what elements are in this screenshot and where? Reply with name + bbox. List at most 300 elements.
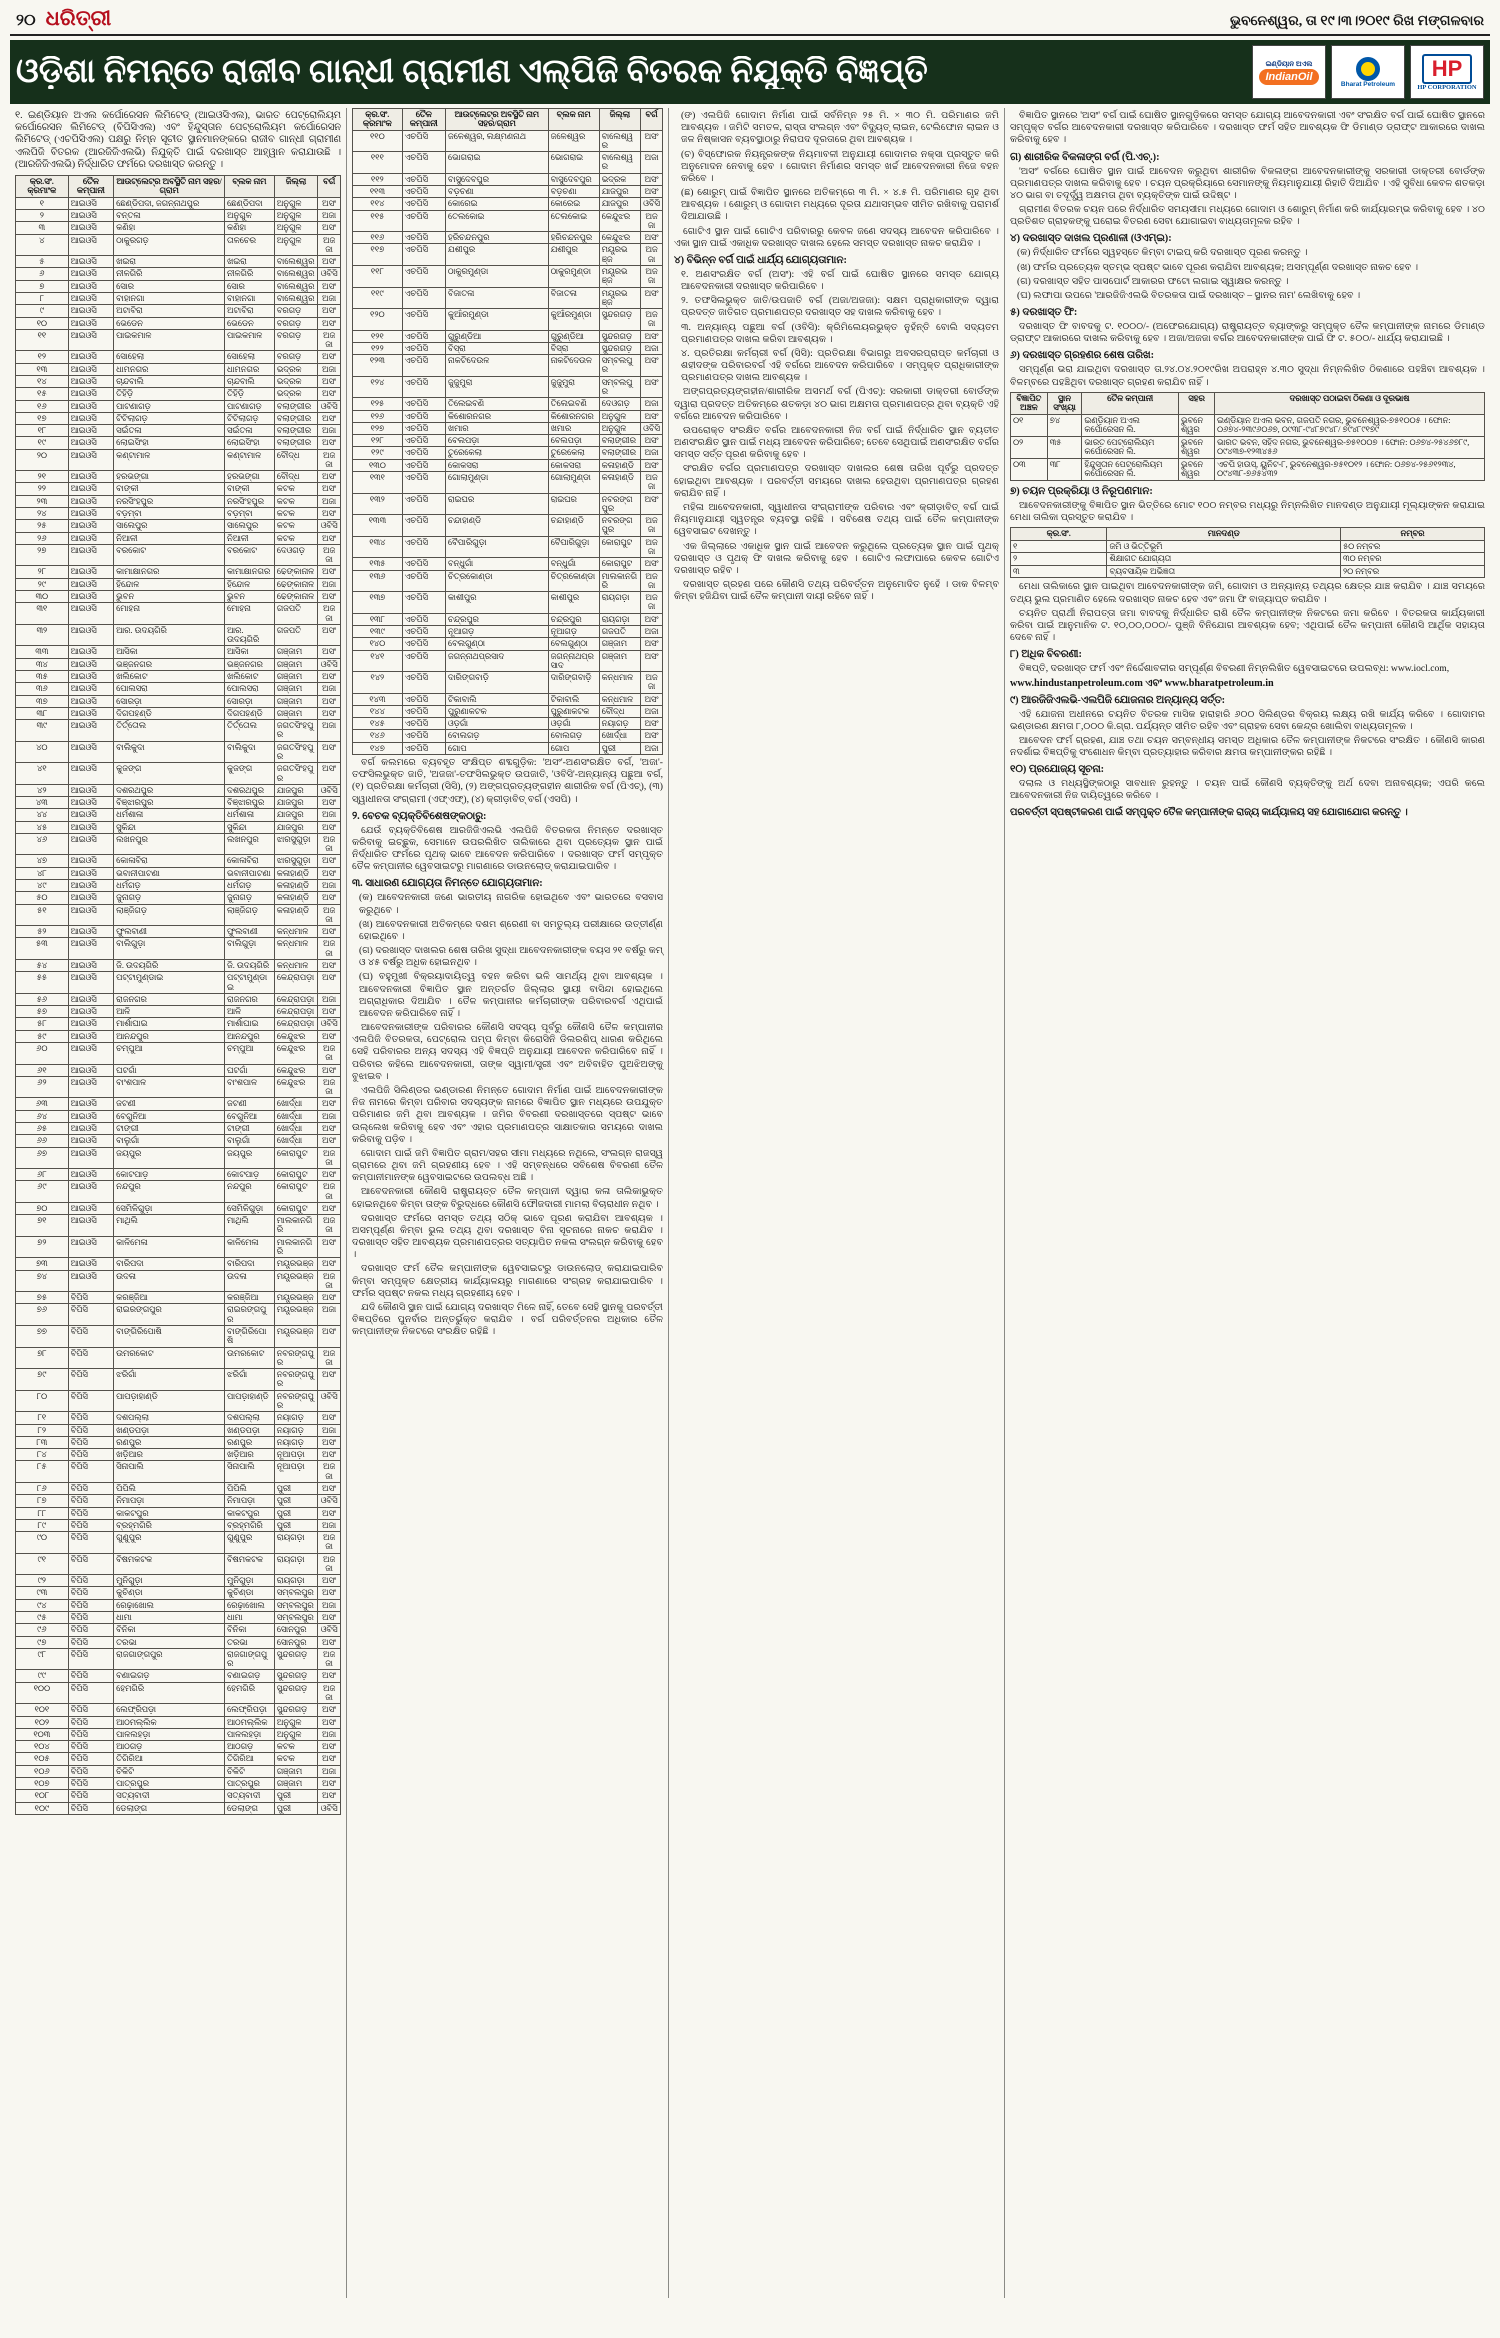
cell-category: ଅସଂ (318, 375, 341, 387)
cell-block: କରଞ୍ଜିଆ (225, 1292, 275, 1304)
cell-category: ଅଜା (318, 683, 341, 695)
cell-location: ବ୍ରହ୍ମଗିରି (114, 1519, 225, 1531)
cell-district: ରାୟଗଡ଼ା (274, 1575, 317, 1587)
cell-location: ଭେଡେନ (114, 317, 225, 329)
cell-serial: ୩୩ (16, 646, 69, 658)
cell-location: ବେଗୁନିଆ (114, 1110, 225, 1122)
cell-category: ଅସଂ (318, 867, 341, 879)
cell-block: ପାତ୍ରପୁର (225, 1777, 275, 1789)
cell-company: ଆଇଓସି (68, 256, 114, 268)
cell-serial: ୬୬ (16, 1135, 69, 1147)
cell-block: ବେଲଗୁଣ୍ଠା (548, 638, 599, 650)
cell-district: ଖୋର୍ଦ୍ଧା (274, 1098, 317, 1110)
cell-serial: ୮୬ (16, 1482, 69, 1494)
text-block: (ଛ) ଶୋରୁମ୍ ପାଇଁ ବିଜ୍ଞାପିତ ସ୍ଥାନରେ ଅତିକମ୍‌ରେ ୩ ମି. × ୪.୫ ମି. ପରିମାଣର ଗୃହ ଥିବା ଆବଶ୍ୟକ । ଶୋରୁମ୍ ଓ ଗୋଦାମ ମଧ୍ୟରେ ଦୂରତା ଯଥାସମ୍ଭବ ସୀମିତ ରଖିବାକୁ ପରାମର୍ଶ ଦିଆଯାଉଛି । (681, 187, 999, 223)
cell-block: ଗୁରୁଣ୍ଡିଆ (548, 330, 599, 342)
cell-serial: ୧୧୯ (353, 287, 403, 309)
text-block: ୩. ସାଧାରଣ ଯୋଗ୍ୟତା ନିମନ୍ତେ ଯୋଗ୍ୟତାମାନ: (352, 878, 543, 890)
table-row (16, 210, 341, 222)
cell-category: ଅସଂ (318, 1098, 341, 1110)
cell-block: ଦଶପଲ୍ଲା (225, 1412, 275, 1424)
cell-serial: ୪୦ (16, 741, 69, 763)
text-block: ବିଜ୍ଞପ୍ତି, ଦରଖାସ୍ତ ଫର୍ମ ଏବଂ ନିର୍ଦ୍ଦେଶାବଳୀର ସମ୍ପୂର୍ଣ୍ଣ ବିବରଣୀ ନିମ୍ନଲିଖିତ ୱେବସାଇଟରେ ଉପଲବ୍ଧ: www.iocl.com, (1019, 663, 1450, 675)
text-block: (ଘ) ଲଫାପା ଉପରେ 'ଆରଜିଜିଏଲଭି ବିତରକତା ପାଇଁ ଦରଖାସ୍ତ – ସ୍ଥାନର ନାମ' ଲେଖିବାକୁ ହେବ । (1017, 289, 1361, 301)
cell-company: ଆଇଓସି (68, 938, 114, 960)
table-row (16, 670, 341, 682)
cell-company: ଏଚପିସି (402, 376, 445, 398)
cell-category: ଅସଂ (318, 388, 341, 400)
cell-category: ଅସଂ (318, 508, 341, 520)
cell-location: କାକଟପୁର (114, 1507, 225, 1519)
cell-category: ଅସଂ (318, 222, 341, 234)
cell-location: ଘଟଗାଁ (114, 1064, 225, 1076)
cell-serial: ୩୬ (16, 683, 69, 695)
table-row (353, 613, 663, 625)
table-row (16, 646, 341, 658)
cell-block: ଦାରିଙ୍ଗବାଡ଼ି (548, 672, 599, 694)
text-block: (ଖ) ଆବେଦନକାରୀ ଅତିକମ୍‌ରେ ଦଶମ ଶ୍ରେଣୀ ବା ସମତୁଲ୍ୟ ପରୀକ୍ଷାରେ ଉତ୍ତୀର୍ଣ୍ଣ ହୋଇଥିବେ । (359, 918, 663, 942)
cell-district: ବୌଦ୍ଧ (599, 705, 640, 717)
cell-category: ଅସଂ (318, 1369, 341, 1391)
cell-district: ଖୋର୍ଦ୍ଧା (274, 1135, 317, 1147)
cell-company: ଏଚପିସି (402, 718, 445, 730)
table-row (16, 1064, 341, 1076)
cell-district: ବୌଦ୍ଧ (274, 471, 317, 483)
cell-location: ବାଲୁଗାଁ (114, 1135, 225, 1147)
cell-category: ଅଜଜା (641, 244, 663, 266)
cell-district: ସୁନ୍ଦରଗଡ଼ (274, 1704, 317, 1716)
cell-category: ଓବିସି (318, 400, 341, 412)
cell-district: ଦେଓଗଡ଼ (274, 544, 317, 566)
text-block: ଗୋଦାମ ପାଇଁ ଜମି ବିଜ୍ଞାପିତ ଗ୍ରାମ/ସହର ସୀମା ମଧ୍ୟରେ ନଥିଲେ, ସଂଲଗ୍ନ ରାଜସ୍ୱ ଗ୍ରାମରେ ଥିବା ଜମି ଗ୍ରହଣୀୟ ହେବ । ଏହି ସମ୍ବନ୍ଧରେ ସବିଶେଷ ବିବରଣୀ ତୈଳ କମ୍ପାନୀମାନଙ୍କ ୱେବସାଇଟରେ ଉପଲବ୍ଧ ଅଛି । (352, 1147, 663, 1184)
cell-block: ବିଜାତଳା (548, 287, 599, 309)
cell-serial: ୧୨୧ (353, 330, 403, 342)
cell-serial: ୮୦ (16, 1390, 69, 1412)
text-block: ଗୋଟିଏ ସ୍ଥାନ ପାଇଁ ଗୋଟିଏ ପରିବାରରୁ କେବଳ ଜଣେ ସଦସ୍ୟ ଆବେଦନ କରିପାରିବେ । ଏକା ସ୍ଥାନ ପାଇଁ ଏକାଧିକ ଦରଖାସ୍ତ ଦାଖଲ ହେଲେ ସମସ୍ତ ଦରଖାସ୍ତ ନାକଚ କରାଯିବ । (674, 225, 999, 249)
cell-district: ଗଜପତି (274, 603, 317, 625)
cell-category: ଅସଂ (318, 437, 341, 449)
cell-block: ଟିକାବାଲି (548, 693, 599, 705)
table-row (16, 1006, 341, 1018)
cell-block: ବାଙ୍ଗିରିପୋଷି (225, 1326, 275, 1348)
cell-category: ଅସଂ (318, 1135, 341, 1147)
cell-block: ଡେଲାଙ୍ଗ (225, 1802, 275, 1814)
table-row (16, 1042, 341, 1064)
cell-company: ଏଚପିସି (402, 309, 445, 331)
table-row (16, 904, 341, 926)
cell-category: ଅସଂ (318, 1064, 341, 1076)
cell-serial: ୫୯ (16, 1030, 69, 1042)
cell-category: ଅଜା (318, 363, 341, 375)
cell-block: ଫୁଲବାଣୀ (225, 926, 275, 938)
cell-block: ବନ୍ଧୁଗାଁ (548, 558, 599, 570)
cell-marks: ୫୦ ନମ୍ବର (1340, 540, 1484, 553)
table-row (353, 355, 663, 377)
cell-location: ଗୋପ (445, 742, 548, 754)
table-row (353, 459, 663, 471)
cell-location: ଅଟାବିରା (114, 305, 225, 317)
cell-company: ଏଚପିସି (402, 693, 445, 705)
cell-location: ଯଶୀପୁର (445, 244, 548, 266)
table-row (16, 375, 341, 387)
cell-block: କୋରେଇ (548, 198, 599, 210)
cell-serial: ୩୧ (16, 603, 69, 625)
cell-serial: ୨୨ (16, 483, 69, 495)
cell-serial: ୪୬ (16, 833, 69, 855)
cell-district: ଖୋର୍ଦ୍ଧା (599, 730, 640, 742)
cell-category: ଅସଂ (318, 821, 341, 833)
table-row (353, 625, 663, 637)
cell-category: ଅଜା (641, 342, 663, 354)
cell-location: ନାକଟିଦେଉଳ (445, 355, 548, 377)
cell-category: ଅଜଜା (641, 592, 663, 614)
cell-serial: ୧୧୪ (353, 198, 403, 210)
cell-category: ଅସଂ (641, 493, 663, 515)
cell-block: ବିଷମକଟକ (225, 1553, 275, 1575)
cell-serial: ୬୦ (16, 1042, 69, 1064)
cell-location: ବେଲପଡ଼ା (445, 435, 548, 447)
cell-location: ଉଦଳା (114, 1270, 225, 1292)
cell-company: ବିପିସି (68, 1412, 114, 1424)
cell-block: ଗୋପ (548, 742, 599, 754)
cell-location: ରାଜନଗର (114, 993, 225, 1005)
cell-category: ଅଜଜା (318, 1147, 341, 1169)
cell-company: ଆଇଓସି (68, 425, 114, 437)
cell-district: ରାୟଗଡ଼ା (599, 592, 640, 614)
table-row (353, 410, 663, 422)
cell-block: ତିହିଡ଼ି (225, 388, 275, 400)
cell-category: ଅସଂ (318, 741, 341, 763)
table-row (1011, 458, 1485, 480)
cell-location: କୁଜଙ୍ଗ (114, 763, 225, 785)
cell-block: ନରସିଂହପୁର (225, 495, 275, 507)
cell-serial: ୬୪ (16, 1110, 69, 1122)
table-row (353, 210, 663, 232)
cell-location: ଚନ୍ଦାହାଣ୍ଡି (445, 515, 548, 537)
table-row (353, 185, 663, 197)
table-row (16, 351, 341, 363)
text-block: (ଗ) ଦରଖାସ୍ତ ଦାଖଲର ଶେଷ ତାରିଖ ସୁଦ୍ଧା ଆବେଦନକାରୀଙ୍କ ବୟସ ୨୧ ବର୍ଷରୁ କମ୍ ଓ ୪୫ ବର୍ଷରୁ ଅଧିକ ହୋଇନଥିବ । (359, 945, 663, 969)
cell-district: କଳାହାଣ୍ଡି (599, 472, 640, 494)
cell-company: ଆଇଓସି (68, 351, 114, 363)
text-block: ଏଲପିଜି ସିଲିଣ୍ଡର ଭଣ୍ଡାରଣ ନିମନ୍ତେ ଗୋଦାମ ନିର୍ମାଣ ପାଇଁ ଆବେଦନକାରୀଙ୍କ ନିଜ ନାମରେ କିମ୍ବା ପରିବାର ସଦସ୍ୟଙ୍କ ନାମରେ ବିଜ୍ଞାପିତ ସ୍ଥାନ ମଧ୍ୟରେ ଉପଯୁକ୍ତ ପରିମାଣର ଜମି ଥିବା ଆବଶ୍ୟକ । ଜମିର ବିବରଣୀ ଦରଖାସ୍ତରେ ସ୍ପଷ୍ଟ ଭାବେ ଉଲ୍ଲେଖ କରିବାକୁ ହେବ ଏବଂ ଏହାର ପ୍ରମାଣପତ୍ର ସାକ୍ଷାତକାର ସମୟରେ ଦାଖଲ କରିବାକୁ ପଡ଼ିବ । (352, 1084, 663, 1145)
cell-serial: ୧୧୭ (353, 244, 403, 266)
cell-category: ଅସଂ (641, 718, 663, 730)
topbar-left (16, 6, 111, 31)
cell-location: କିଶୋରନଗର (445, 410, 548, 422)
table-row (353, 152, 663, 174)
cell-serial: ୨୪ (16, 508, 69, 520)
cell-company: ଆଇଓସି (68, 797, 114, 809)
cell-category: ଅସଂ (318, 670, 341, 682)
table-row (353, 493, 663, 515)
cell-location: ସୋହେଲା (114, 351, 225, 363)
cell-district: ମୟୂରଭଞ୍ଜ (274, 1270, 317, 1292)
cell-block: ଅଟାବିରା (225, 305, 275, 317)
cell-company: ବିପିସି (68, 1482, 114, 1494)
cell-block: ଆଠଗଡ଼ (225, 1741, 275, 1753)
hp-wordmark: HP CORPORATION (1417, 83, 1477, 91)
cell-category: ଅସଂ (641, 435, 663, 447)
cell-location: ପିପିଲି (114, 1482, 225, 1494)
cell-category: ଓବିସି (318, 1802, 341, 1814)
table-row (353, 447, 663, 459)
cell-location: ରାଜଗାଙ୍ଗପୁର (114, 1648, 225, 1670)
text-block: ୨. ବେଚକ ବ୍ୟକ୍ତିବିଶେଷଙ୍କଠାରୁ: (352, 810, 487, 822)
cell-category: ଅଜା (318, 993, 341, 1005)
cell-category: ଅସଂ (641, 459, 663, 471)
cell-location: ବାହାନଗା (114, 292, 225, 304)
cell-company: ଆଇଓସି (68, 821, 114, 833)
cell-block: ଚିକିଟି (225, 1765, 275, 1777)
cell-block: ଆନନ୍ଦପୁର (225, 1030, 275, 1042)
cell-location: ସତ୍ୟବାଦୀ (114, 1790, 225, 1802)
cell-serial: ୧୪୦ (353, 638, 403, 650)
cell-category: ଅଜା (641, 152, 663, 174)
cell-category: ଅଜା (318, 809, 341, 821)
table-header-cell: ଦରଖାସ୍ତ ପଠାଇବା ଠିକଣା ଓ ଦୂରଭାଷ (1214, 392, 1484, 414)
cell-location-count: ୩୮ (1047, 458, 1082, 480)
cell-district: ନୟାଗଡ଼ (599, 718, 640, 730)
cell-company: ଆଇଓସି (68, 784, 114, 796)
oil-company-logos (1252, 45, 1484, 99)
cell-block: ଟିଟିଲାଗଡ଼ (225, 412, 275, 424)
intro-paragraph: ୧. ଇଣ୍ଡିୟାନ ଅଏଲ କର୍ପୋରେସନ ଲିମିଟେଡ୍ (ଆଇଓସିଏଲ), ଭାରତ ପେଟ୍ରୋଲିୟମ କର୍ପୋରେସନ ଲିମିଟେଡ୍ (ବିପିସିଏଲ) ଏବଂ ହିନ୍ଦୁସ୍ତାନ ପେଟ୍ରୋଲିୟମ କର୍ପୋରେସନ ଲିମିଟେଡ୍ (ଏଚପିସିଏଲ) ପକ୍ଷରୁ ନିମ୍ନ ସୂଚୀତ ସ୍ଥାନମାନଙ୍କରେ ରାଜୀବ ଗାନ୍ଧୀ ଗ୍ରାମୀଣ ଏଲପିଜି ବିତରକ (ଆରଜିଜିଏଲଭି) ନିଯୁକ୍ତି ପାଇଁ ଦରଖାସ୍ତ ଆହ୍ୱାନ କରାଯାଉଛି । (ଆରଜିଜିଏଲଭି) ନିର୍ଦ୍ଧାରିତ ଫର୍ମରେ ଦରଖାସ୍ତ କରନ୍ତୁ । (15, 110, 341, 170)
cell-district: ମାଲକାନଗିରି (274, 1236, 317, 1258)
table-row (16, 280, 341, 292)
table-row (16, 603, 341, 625)
cell-serial: ୫୬ (16, 993, 69, 1005)
table-row (353, 330, 663, 342)
cell-category: ଅସଂ (641, 130, 663, 152)
cell-company: ଆଇଓସି (68, 471, 114, 483)
text-block: ଗ) ଶାରୀରିକ ବିକଳାଙ୍ଗ ବର୍ଗ (ପି.ଏଚ୍.): (1010, 151, 1160, 163)
cell-category: ଅସଂ (318, 646, 341, 658)
table-row (16, 532, 341, 544)
cell-district: ବଲାଙ୍ଗୀର (274, 437, 317, 449)
cell-district: ଗଞ୍ଜାମ (274, 658, 317, 670)
cell-company: ଏଚପିସି (402, 638, 445, 650)
cell-category: ଅସଂ (318, 1612, 341, 1624)
cell-district: ଝାରସୁଗୁଡ଼ା (274, 855, 317, 867)
cell-block: ଧାମା (225, 1612, 275, 1624)
cell-district: ଗଞ୍ଜାମ (274, 646, 317, 658)
cell-serial: ୧୦ (16, 317, 69, 329)
cell-district: ନବରଙ୍ଗପୁର (599, 493, 640, 515)
cell-serial: ୧୪୪ (353, 705, 403, 717)
cell-category: ଅସଂ (318, 1030, 341, 1042)
cell-serial: ୫୭ (16, 1006, 69, 1018)
cell-district: କୋରାପୁଟ (274, 1169, 317, 1181)
cell-serial: ୬୭ (16, 1147, 69, 1169)
cell-company: ଏଚପିସି (402, 342, 445, 354)
cell-category: ଅସଂ (318, 624, 341, 646)
cell-serial: ୧୨୩ (353, 355, 403, 377)
cell-serial: ୭୭ (16, 1326, 69, 1348)
cell-district: ବାଲେଶ୍ୱର (274, 256, 317, 268)
table-row (16, 658, 341, 670)
table-row (16, 741, 341, 763)
cell-location-count: ୩୫ (1047, 436, 1082, 458)
cell-serial: ୪୩ (16, 797, 69, 809)
cell-block: ରାଜନଗର (225, 993, 275, 1005)
table-row (353, 570, 663, 592)
text-block: ଆବେଦନକାରୀଙ୍କୁ ବିଜ୍ଞାପିତ ସ୍ଥାନ ଭିତ୍ତିରେ ମୋଟ ୧୦୦ ନମ୍ବର ମଧ୍ୟରୁ ନିମ୍ନଲିଖିତ ମାନଦଣ୍ଡ ଅନୁଯାୟୀ ମୂଲ୍ୟାଙ୍କନ କରାଯାଇ ମେଧା ତାଲିକା ପ୍ରସ୍ତୁତ କରାଯିବ । (1010, 500, 1485, 524)
cell-block: ବିନିକା (225, 1624, 275, 1636)
table-row (16, 1202, 341, 1214)
cell-marks: ୩୦ ନମ୍ବର (1340, 553, 1484, 566)
cell-company: ଏଚପିସି (402, 493, 445, 515)
cell-category: ଅଜଜା (318, 449, 341, 471)
cell-company: ଆଇଓସି (68, 707, 114, 719)
cell-serial: ୫୦ (16, 892, 69, 904)
cell-block: ଅନୁଗୁଳ (225, 210, 275, 222)
cell-company: ଆଇଓସି (68, 892, 114, 904)
cell-company: ଆଇଓସି (68, 1098, 114, 1110)
cell-company: ଏଚପିସି (402, 592, 445, 614)
text-block: (ଙ) ଏଲପିଜି ଗୋଦାମ ନିର୍ମାଣ ପାଇଁ ସର୍ବନିମ୍ନ ୨୫ ମି. × ୩୦ ମି. ପରିମାଣର ଜମି ଆବଶ୍ୟକ । ଜମିଟି ସମତଳ, ରାସ୍ତା ସଂଲଗ୍ନ ଏବଂ ବିଦ୍ୟୁତ୍ ଲାଇନ, ଟେଲିଫୋନ ଲାଇନ ଓ ଜଳ ନିଷ୍କାସନ ବ୍ୟବସ୍ଥାଠାରୁ ନିରାପଦ ଦୂରତାରେ ଥିବା ଆବଶ୍ୟକ । (681, 110, 999, 146)
table-row (16, 1326, 341, 1348)
cell-serial: ୮୪ (16, 1449, 69, 1461)
cell-company: ବିପିସି (68, 1553, 114, 1575)
table-row (16, 1292, 341, 1304)
cell-block: ନିମାପଡ଼ା (225, 1495, 275, 1507)
table-row (16, 1790, 341, 1802)
table-row (353, 742, 663, 754)
table-row (16, 1436, 341, 1448)
table-header-cell: ନମ୍ବର (1340, 528, 1484, 541)
cell-serial: ୧୨୮ (353, 435, 403, 447)
cell-area: ୦୨ (1011, 436, 1048, 458)
cell-company: ଆଇଓସି (68, 993, 114, 1005)
table-row (353, 398, 663, 410)
cell-district: ସୁନ୍ଦରଗଡ଼ (274, 1648, 317, 1670)
cell-company: ବିପିସି (68, 1682, 114, 1704)
cell-location: ନୀଳଗିରି (114, 268, 225, 280)
cell-location: ନରସିଂହପୁର (114, 495, 225, 507)
cell-location: ଧାମନଗର (114, 363, 225, 375)
cell-district: କେନ୍ଦୁଝର (599, 210, 640, 232)
cell-category: ଅଜଜା (318, 1532, 341, 1554)
cell-company: ଆଇଓସି (68, 1030, 114, 1042)
cell-company: ବିପିସି (68, 1390, 114, 1412)
cell-company: ଆଇଓସି (68, 210, 114, 222)
cell-category: ଅଜଜା (318, 1682, 341, 1704)
cell-location: ଟାଙ୍ଗୀ (114, 1122, 225, 1134)
table-header-cell: ତୈଳ କମ୍ପାନୀ (1082, 392, 1179, 414)
cell-serial: ୭୪ (16, 1270, 69, 1292)
cell-serial: ୧୪୭ (353, 742, 403, 754)
cell-serial: ୧୪୩ (353, 693, 403, 705)
content-columns (10, 108, 1490, 2298)
cell-company: ଆଇଓସି (68, 1215, 114, 1237)
cell-serial: ୯୭ (16, 1636, 69, 1648)
cell-category: ଓବିସି (318, 520, 341, 532)
cell-block: ତିଲେଇବଣି (548, 398, 599, 410)
cell-district: ସମ୍ବଲପୁର (599, 355, 640, 377)
cell-category: ଓବିସି (318, 1018, 341, 1030)
cell-serial: ୨୫ (16, 520, 69, 532)
cell-company: ବିପିସି (68, 1461, 114, 1483)
cell-location: ପାଇକମାଳ (114, 329, 225, 351)
evaluation-table (1010, 527, 1485, 578)
cell-company: ବିପିସି (68, 1599, 114, 1611)
cell-location: ଜୁନାଗଡ଼ (114, 892, 225, 904)
cell-company: ବିପିସି (68, 1716, 114, 1728)
cell-location: ଜୟପୁର (114, 1147, 225, 1169)
cell-location: ନୂଆଗଡ଼ (445, 625, 548, 637)
table-row (16, 566, 341, 578)
cell-block: କଣିହା (225, 222, 275, 234)
cell-district: ଯାଜପୁର (274, 809, 317, 821)
cell-category: ଅସଂ (318, 1507, 341, 1519)
cell-location: ତିଗିରିଆ (114, 1753, 225, 1765)
text-block: (କ) ଆବେଦନକାରୀ ଜଣେ ଭାରତୀୟ ନାଗରିକ ହୋଇଥିବେ ଏବଂ ଭାରତରେ ବସବାସ କରୁଥିବେ । (359, 892, 663, 916)
cell-address: ଏଚପି ହାଉସ୍, ୟୁନିଟ-୮, ଭୁବନେଶ୍ୱର-୭୫୧୦୧୨ । ଫୋନ: ୦୬୭୪-୨୫୬୧୨୩୪, ୦୯୪୩୮-୭୬୫୪୩୨ (1214, 458, 1484, 480)
cell-block: ନୂଆଗଡ଼ (548, 625, 599, 637)
cell-category: ଅଜା (318, 210, 341, 222)
cell-category: ଅସଂ (318, 351, 341, 363)
cell-block: କାଳିମେଳା (225, 1236, 275, 1258)
cell-company: ଏଚପିସି (402, 130, 445, 152)
cell-serial: ୯୩ (16, 1587, 69, 1599)
cell-location: ଧର୍ମଗଡ଼ (114, 880, 225, 892)
cell-block: କୋଳାବିରା (225, 855, 275, 867)
cell-serial: ୨୦ (16, 449, 69, 471)
cell-company: ଆଇଓସି (68, 437, 114, 449)
cell-criterion: ଜମି ଓ ଭିତ୍ତିଭୂମି (1107, 540, 1341, 553)
cell-block: ତିର୍ତ୍ତୋଲ (225, 720, 275, 742)
cell-category: ଅସଂ (318, 1670, 341, 1682)
cell-block: ଗୋଲାମୁଣ୍ଡା (548, 472, 599, 494)
cell-location: ଚିକିଟି (114, 1765, 225, 1777)
cell-serial: ୮୧ (16, 1412, 69, 1424)
cell-location: ଭଞ୍ଜନଗର (114, 658, 225, 670)
table-row (16, 1532, 341, 1554)
text-block: ଦରଖାସ୍ତ ଫି ବାବଦକୁ ଟ. ୧୦୦୦/- (ଅଫେରଯୋଗ୍ୟ) ରାଷ୍ଟ୍ରାୟତ୍ତ ବ୍ୟାଙ୍କରୁ ସମ୍ପୃକ୍ତ ତୈଳ କମ୍ପାନୀଙ୍କ ନାମରେ ଡିମାଣ୍ଡ ଡ୍ରାଫ୍ଟ ଆକାରରେ ଦାଖଲ କରିବାକୁ ହେବ । ଅଜା/ଅଜଜା ବର୍ଗର ଆବେଦନକାରୀଙ୍କ ପାଇଁ ଫି ଟ. ୫୦୦/- ଧାର୍ଯ୍ୟ କରାଯାଇଛି । (1010, 321, 1485, 345)
cell-location: ରାଇଘର (445, 493, 548, 515)
cell-serial: ୧୧୬ (353, 232, 403, 244)
cell-block: ରାଜଗାଙ୍ଗପୁର (225, 1648, 275, 1670)
cell-location: ବିନିକା (114, 1624, 225, 1636)
cell-company: ବିପିସି (68, 1326, 114, 1348)
cell-company: ବିପିସି (68, 1369, 114, 1391)
table-row (16, 1424, 341, 1436)
table-row (16, 1624, 341, 1636)
cell-location: ବଣାଇଗଡ଼ (114, 1670, 225, 1682)
cell-block: ଝରିଗାଁ (225, 1369, 275, 1391)
cell-serial: ୩୯ (16, 720, 69, 742)
table-row (16, 1553, 341, 1575)
cell-block: ବାଲିଗୁଡ଼ା (225, 938, 275, 960)
cell-company: ଆଇଓସି (68, 388, 114, 400)
cell-district: ଅନୁଗୁଳ (274, 1716, 317, 1728)
text-block: ଦରଖାସ୍ତ ଫର୍ମ ତୈଳ କମ୍ପାନୀଙ୍କ ୱେବସାଇଟରୁ ଡାଉନଲୋଡ୍ କରାଯାଇପାରିବ କିମ୍ବା ସମ୍ପୃକ୍ତ କ୍ଷେତ୍ରୀୟ କାର୍ଯ୍ୟାଳୟରୁ ମାଗଣାରେ ସଂଗ୍ରହ କରାଯାଇପାରିବ । ଫର୍ମର ସ୍ପଷ୍ଟ ନକଲ ମଧ୍ୟ ଗ୍ରହଣୀୟ ହେବ । (352, 1263, 663, 1299)
table-row (16, 520, 341, 532)
cell-district: ଭଦ୍ରକ (274, 363, 317, 375)
cell-district: ଗଞ୍ଜାମ (599, 650, 640, 672)
cell-category: ଓବିସି (318, 1390, 341, 1412)
table-row (353, 435, 663, 447)
cell-serial: ୫୪ (16, 960, 69, 972)
cell-company: ବିପିସି (68, 1507, 114, 1519)
cell-category: ଅସଂ (318, 1326, 341, 1348)
cell-block: ସୋର (225, 280, 275, 292)
cell-company: ଏଚପିସି (402, 210, 445, 232)
table-row (16, 1147, 341, 1169)
cell-block: ଘଟଗାଁ (225, 1064, 275, 1076)
cell-category: ଅଜା (318, 425, 341, 437)
